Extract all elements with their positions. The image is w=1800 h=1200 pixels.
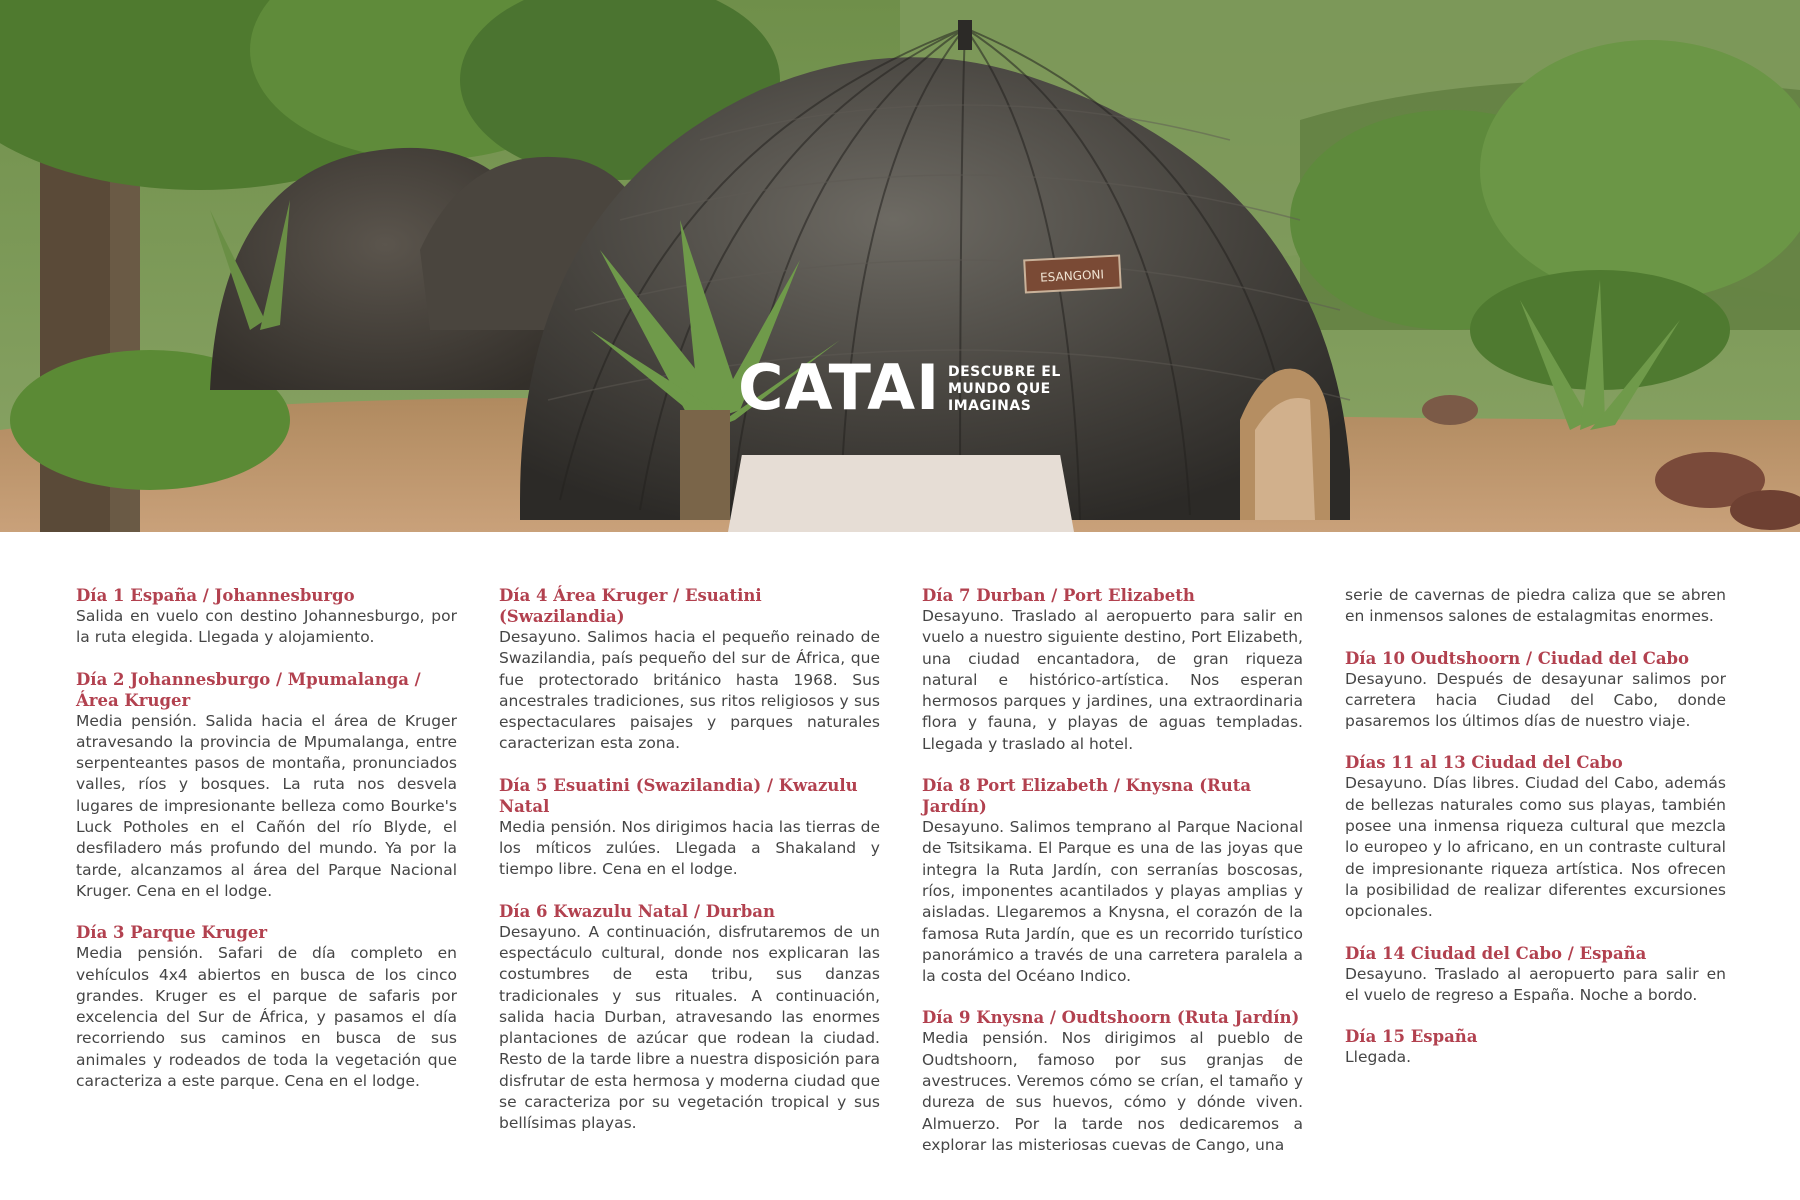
- day-entry: [922, 1007, 1303, 1156]
- decorative-tab: [728, 455, 1074, 532]
- day-text: Desayuno. Días libres. Ciudad del Cabo, además de bellezas naturales como sus playas, también posee una inmensa riqueza cultural que mezcla lo europeo y lo africano, en un contraste cultural de impresionante riqueza artística. Nos ofrecen la posibilidad de realizar diferentes excursiones opcionales.: [1345, 774, 1726, 921]
- day-title: Día 4 Área Kruger / Esuatini (Swazilandia): [499, 586, 762, 626]
- day-text: Media pensión. Nos dirigimos al pueblo de Oudtshoorn, famoso por sus granjas de avestruces. Veremos cómo se crían, el tamaño y dureza de sus huevos, cómo y dónde viven. Almuerzo. Por la tarde nos dedicaremos a explorar las misteriosas cuevas de Cango, una: [922, 1029, 1303, 1154]
- catai-logo: [738, 352, 1068, 424]
- day-text: Desayuno. A continuación, disfrutaremos de un espectáculo cultural, donde nos explicaran las costumbres de esta tribu, sus danzas tradicionales y sus rituales. A continuación, salida hacia Durban, atravesando las enormes plantaciones de azúcar que rodean la ciudad. Resto de la tarde libre a nuestra disposición para disfrutar de esta hermosa y moderna ciudad que se caracteriza por su vegetación tropical y sus bellísimas playas.: [499, 922, 880, 1133]
- day-entry: [922, 775, 1303, 987]
- day-entry-continued: [1345, 585, 1726, 628]
- day-title: Día 5 Esuatini (Swazilandia) / Kwazulu Natal: [499, 775, 858, 816]
- hero-photo: [0, 0, 1800, 532]
- day-text: Desayuno. Traslado al aeropuerto para salir en vuelo a nuestro siguiente destino, Port Elizabeth, una ciudad encantadora, de gran riqueza natural e histórico-artística. Nos esperan hermosos parques y jardines, una extraordinaria flora y fauna, y playas de aguas templadas. Llegada y traslado al hotel.: [922, 607, 1303, 753]
- day-text: Desayuno. Después de desayunar salimos por carretera hacia Ciudad del Cabo, donde pasaremos los últimos días de nuestro viaje.: [1345, 669, 1726, 731]
- day-text: Desayuno. Salimos hacia el pequeño reinado de Swazilandia, país pequeño del sur de África, que fue protectorado británico hasta 1968. Sus ancestrales tradiciones, sus ritos religiosos y sus espectaculares paisajes y parques naturales caracterizan esta zona.: [499, 628, 880, 753]
- day-title: Día 8 Port Elizabeth / Knysna (Ruta Jardín): [922, 776, 1252, 817]
- day-entry: [1345, 648, 1726, 733]
- itinerary: [0, 585, 1800, 1185]
- zulu-village-illustration: [0, 0, 1800, 532]
- day-text: Desayuno. Traslado al aeropuerto para salir en el vuelo de regreso a España. Noche a bordo.: [1345, 964, 1726, 1004]
- day-entry: [76, 585, 457, 649]
- day-text: Media pensión. Safari de día completo en vehículos 4x4 abiertos en busca de los cinco grandes. Kruger es el parque de safaris por excelencia del Sur de África, y pasamos el día recorriendo sus caminos en busca de sus animales y rodeados de toda la vegetación que caracteriza a este parque. Cena en el lodge.: [76, 944, 457, 1091]
- day-entry: [922, 585, 1303, 755]
- day-title: Día 7 Durban / Port Elizabeth: [922, 586, 1195, 605]
- day-text: Desayuno. Salimos temprano al Parque Nacional de Tsitsikama. El Parque es una de las joyas que integra la Ruta Jardín, con serranías boscosas, ríos, imponentes acantilados y playas amplias y aisladas. Llegaremos a Knysna, el corazón de la famosa Ruta Jardín, que es un recorrido turístico panorámico a través de una carretera paralela a la costa del Océano Indico.: [922, 818, 1303, 986]
- day-title: Día 15 España: [1345, 1027, 1478, 1047]
- itinerary-column-4: [1345, 585, 1726, 1088]
- day-entry: [1345, 1026, 1726, 1068]
- day-entry: [499, 585, 880, 755]
- tagline-line-3: IMAGINAS: [948, 398, 1032, 414]
- tagline-line-2: MUNDO QUE: [948, 381, 1051, 397]
- brand-tagline: [948, 364, 1078, 415]
- day-text: Media pensión. Nos dirigimos hacia las tierras de los míticos zulúes. Llegada a Shakaland y tiempo libre. Cena en el lodge.: [499, 817, 880, 879]
- day-text: Salida en vuelo con destino Johannesburgo, por la ruta elegida. Llegada y alojamiento.: [76, 607, 457, 647]
- itinerary-column-2: [499, 585, 880, 1155]
- brand-name: CATAI: [738, 351, 941, 424]
- day-entry: [1345, 752, 1726, 922]
- itinerary-column-1: [76, 585, 457, 1112]
- day-title: Día 2 Johannesburgo / Mpumalanga / Área Kruger: [76, 669, 421, 710]
- day-text: serie de cavernas de piedra caliza que se abren en inmensos salones de estalagmitas enormes.: [1345, 586, 1726, 626]
- day-title: Días 11 al 13 Ciudad del Cabo: [1345, 753, 1623, 773]
- day-text: Media pensión. Salida hacia el área de Kruger atravesando la provincia de Mpumalanga, entre serpenteantes pasos de montaña, pronunciados valles, ríos y bosques. La ruta nos desvela lugares de impresionante belleza como Bourke's Luck Potholes en el Cañón del río Blyde, el desfiladero más profundo del mundo. Ya por la tarde, alcanzamos al área del Parque Nacional Kruger. Cena en el lodge.: [76, 711, 457, 900]
- day-entry: [499, 775, 880, 881]
- day-entry: [1345, 943, 1726, 1007]
- day-title: Día 3 Parque Kruger: [76, 923, 268, 943]
- tagline-line-1: DESCUBRE EL: [948, 364, 1061, 380]
- day-entry: [76, 669, 457, 903]
- itinerary-column-3: [922, 585, 1303, 1176]
- day-title: Día 6 Kwazulu Natal / Durban: [499, 901, 775, 921]
- day-text: Llegada.: [1345, 1048, 1412, 1067]
- day-title: Día 1 España / Johannesburgo: [76, 586, 355, 605]
- day-title: Día 9 Knysna / Oudtshoorn (Ruta Jardín): [922, 1008, 1300, 1028]
- day-entry: [499, 901, 880, 1135]
- day-entry: [76, 922, 457, 1092]
- day-title: Día 10 Oudtshoorn / Ciudad del Cabo: [1345, 648, 1690, 668]
- hut-sign-text: ESANGONI: [1039, 267, 1105, 285]
- day-title: Día 14 Ciudad del Cabo / España: [1345, 943, 1647, 963]
